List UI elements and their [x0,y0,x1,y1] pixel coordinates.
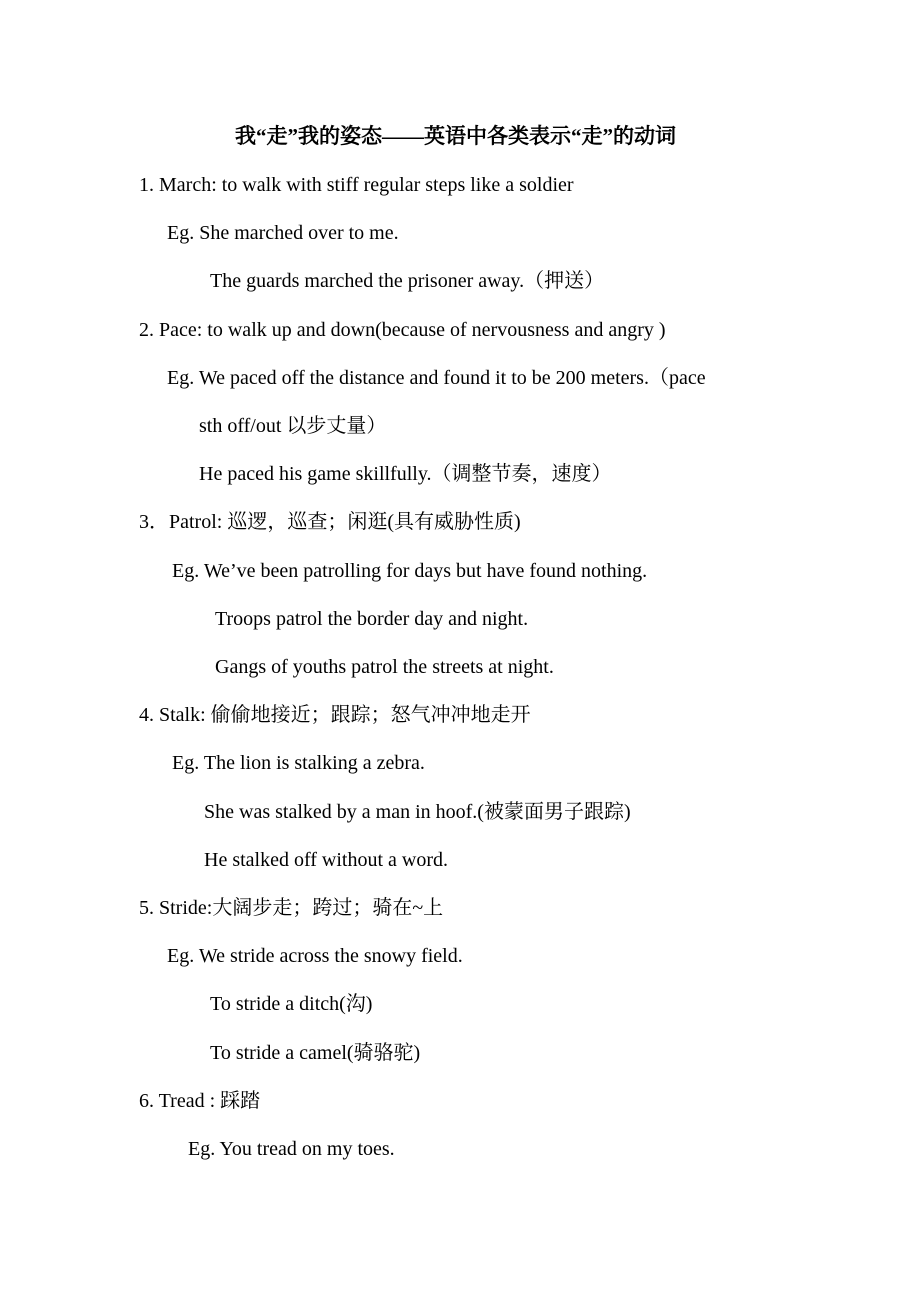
example-line: He paced his game skillfully.（调整节奏，速度） [199,463,612,485]
example-line: Eg. She marched over to me. [167,222,399,244]
example-line: He stalked off without a word. [204,849,449,871]
example-line: Eg. We paced off the distance and found it to be 200 meters.（pace [167,367,706,389]
example-line: Gangs of youths patrol the streets at night. [215,656,554,678]
entry-heading-stalk: 4. Stalk: 偷偷地接近；跟踪；怒气冲冲地走开 [139,704,531,726]
example-line: Eg. We stride across the snowy field. [167,945,463,967]
example-line: Eg. You tread on my toes. [188,1138,395,1160]
example-line: The guards marched the prisoner away.（押送） [210,270,605,292]
entry-heading-tread: 6. Tread : 踩踏 [139,1090,261,1112]
page-title: 我“走”我的姿态——英语中各类表示“走”的动词 [235,124,676,148]
example-line: Eg. The lion is stalking a zebra. [172,752,425,774]
entry-heading-patrol: 3．Patrol: 巡逻，巡查；闲逛(具有威胁性质) [139,511,521,533]
example-line: She was stalked by a man in hoof.(被蒙面男子跟踪) [204,801,631,823]
example-line: Troops patrol the border day and night. [215,608,529,630]
entry-heading-march: 1. March: to walk with stiff regular steps like a soldier [139,174,574,196]
example-line-continuation: sth off/out 以步丈量） [199,415,387,437]
example-line: Eg. We’ve been patrolling for days but have found nothing. [172,560,648,582]
entry-heading-stride: 5. Stride:大阔步走；跨过；骑在~上 [139,897,444,919]
entry-heading-pace: 2. Pace: to walk up and down(because of nervousness and angry ) [139,319,666,341]
example-line: To stride a ditch(沟) [210,993,373,1015]
example-line: To stride a camel(骑骆驼) [210,1042,421,1064]
